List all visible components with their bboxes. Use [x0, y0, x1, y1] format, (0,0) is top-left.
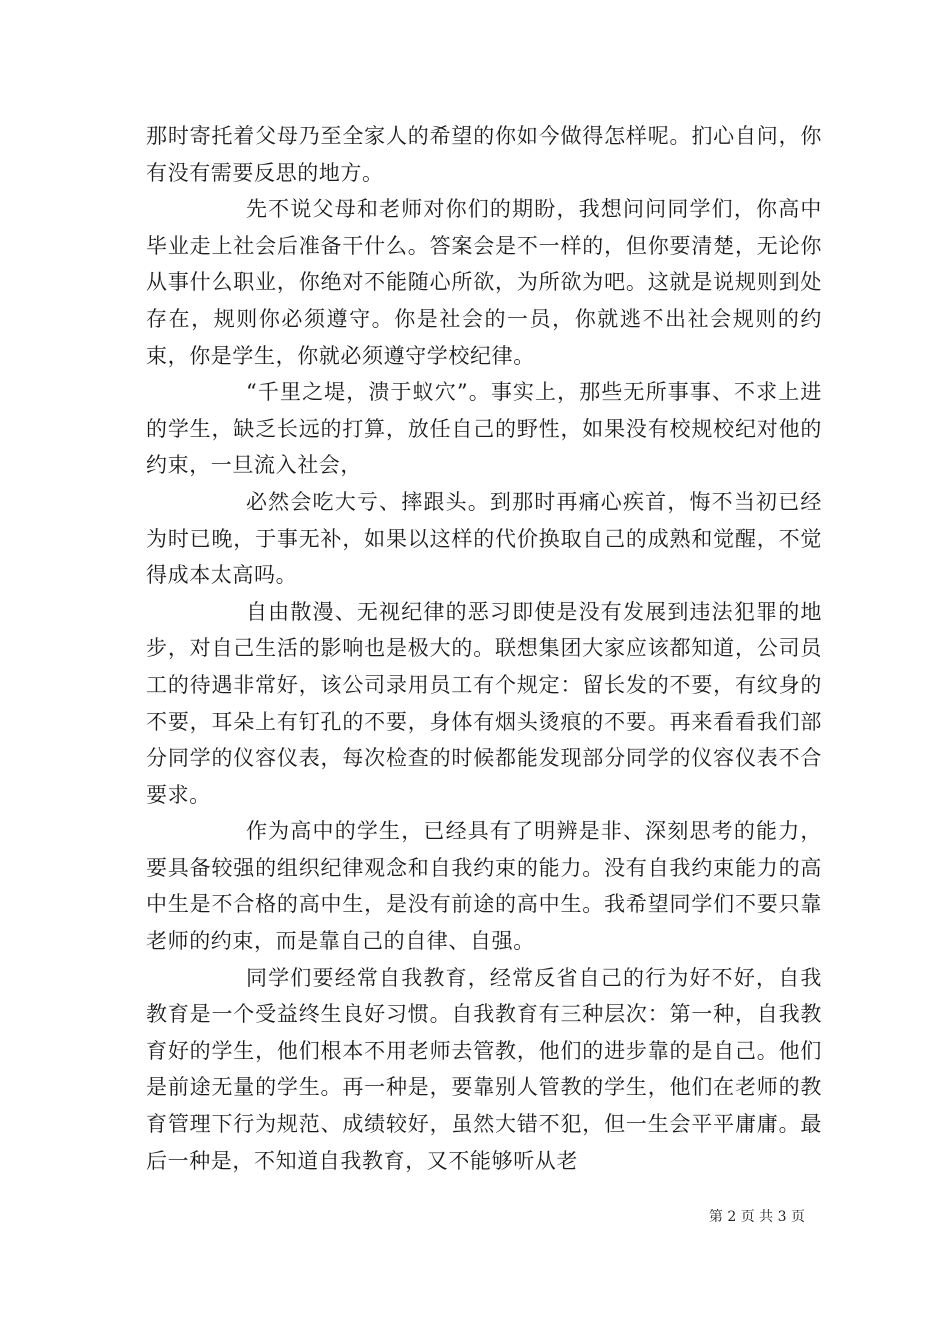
paragraph-7: 同学们要经常自我教育，经常反省自己的行为好不好，自我教育是一个受益终生良好习惯。自我教育有三种层次：第一种，自我教育好的学生，他们根本不用老师去管教，他们的进步靠的是自己。他们是前途无量的学生。再一种是，要靠别人管教的学生，他们在老师的教育管理下行为规范、成绩较好，虽然大错不犯，但一生会平平庸庸。最后一种是，不知道自我教育，又不能够听从老: [146, 965, 822, 1173]
paragraph-4: 必然会吃大亏、摔跟头。到那时再痛心疾首，悔不当初已经为时已晚，于事无补，如果以这样的代价换取自己的成熟和觉醒，不觉得成本太高吗。: [146, 489, 822, 588]
body-text: [146, 118, 822, 1179]
paragraph-6: 作为高中的学生，已经具有了明辨是非、深刻思考的能力，要具备较强的组织纪律观念和自我约束的能力。没有自我约束能力的高中生是不合格的高中生，是没有前途的高中生。我希望同学们不要只靠老师的约束，而是靠自己的自律、自强。: [146, 819, 822, 954]
page-number: 第 2 页 共 3 页: [708, 1209, 805, 1225]
paragraph-1: 那时寄托着父母乃至全家人的希望的你如今做得怎样呢。扪心自问，你有没有需要反思的地方。: [146, 124, 822, 185]
paragraph-3: “千里之堤，溃于蚁穴”。事实上，那些无所事事、不求上进的学生，缺乏长远的打算，放任自己的野性，如果没有校规校纪对他的约束，一旦流入社会，: [146, 380, 822, 478]
paragraph-5: 自由散漫、无视纪律的恶习即使是没有发展到违法犯罪的地步，对自己生活的影响也是极大的。联想集团大家应该都知道，公司员工的待遇非常好，该公司录用员工有个规定：留长发的不要，有纹身的不要，耳朵上有钉孔的不要，身体有烟头烫痕的不要。再来看看我们部分同学的仪容仪表，每次检查的时候都能发现部分同学的仪容仪表不合要求。: [146, 599, 822, 807]
paragraph-2: 先不说父母和老师对你们的期盼，我想问问同学们，你高中毕业走上社会后准备干什么。答案会是不一样的，但你要清楚，无论你从事什么职业，你绝对不能随心所欲，为所欲为吧。这就是说规则到处存在，规则你必须遵守。你是社会的一员，你就逃不出社会规则的约束，你是学生，你就必须遵守学校纪律。: [146, 197, 822, 368]
